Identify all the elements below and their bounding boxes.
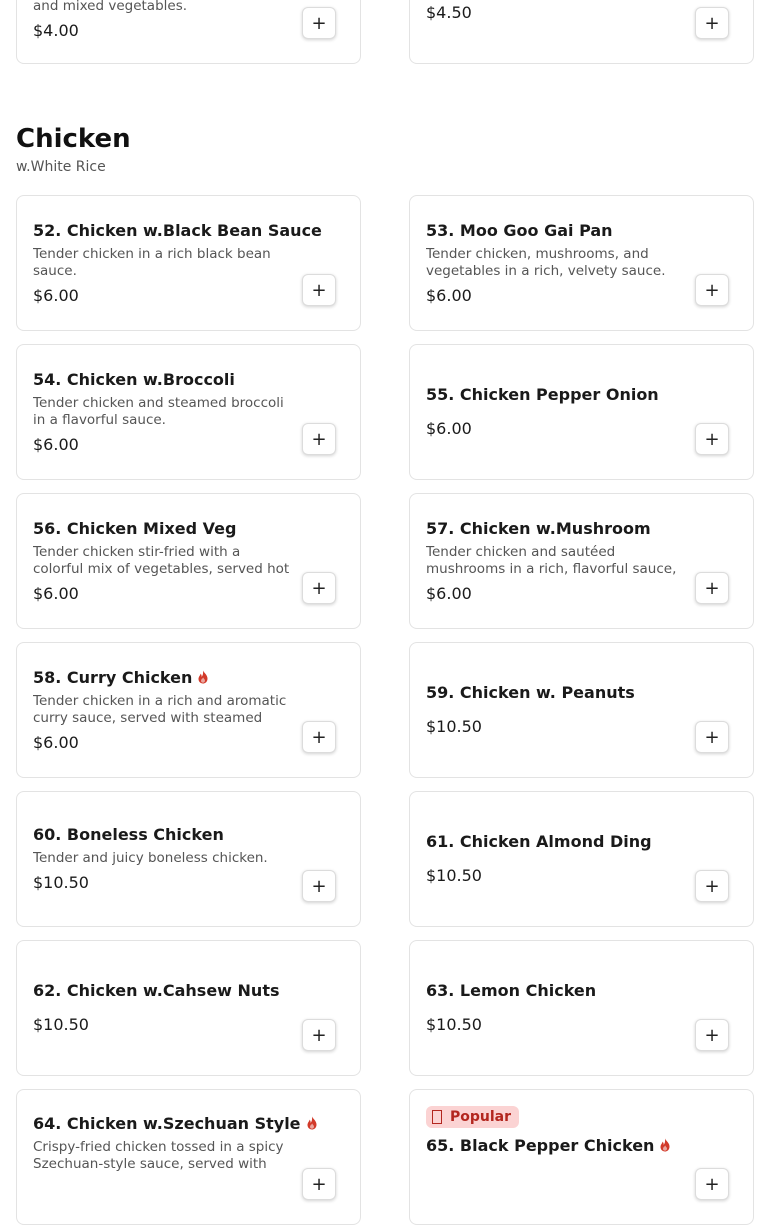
item-name <box>33 1114 301 1134</box>
item-name-text: 61. Chicken Almond Ding <box>426 832 652 851</box>
add-to-cart-button[interactable]: + <box>302 721 336 753</box>
item-name <box>33 668 290 688</box>
item-name-text: 54. Chicken w.Broccoli <box>33 369 235 389</box>
menu-item-card[interactable] <box>16 0 361 64</box>
add-to-cart-button[interactable]: + <box>302 870 336 902</box>
menu-item-card[interactable] <box>409 0 754 64</box>
item-name <box>426 683 683 703</box>
item-name-text: 62. Chicken w.Cahsew Nuts <box>33 981 280 1000</box>
spicy-flame-icon <box>197 669 209 683</box>
item-description: Tender chicken stir-fried with a colorful mix of vegetables, served hot <box>33 543 290 577</box>
item-price: $4.00 <box>33 21 79 40</box>
item-description: Tender chicken and steamed broccoli in a flavorful sauce. <box>33 394 284 428</box>
add-to-cart-button[interactable]: + <box>695 870 729 902</box>
add-to-cart-button[interactable]: + <box>695 572 729 604</box>
add-to-cart-button[interactable]: + <box>302 572 336 604</box>
item-price: $6.00 <box>33 583 79 603</box>
popular-badge <box>426 1106 519 1128</box>
add-to-cart-button[interactable]: + <box>695 423 729 455</box>
item-price: $6.00 <box>426 583 472 603</box>
add-to-cart-button[interactable]: + <box>302 7 336 39</box>
menu-item-card[interactable] <box>16 642 361 778</box>
item-name-text: 64. Chicken w.Szechuan Style <box>33 1114 301 1133</box>
section-subtitle: w.White Rice <box>16 159 106 175</box>
menu-item-card[interactable] <box>16 791 361 927</box>
item-price: $6.00 <box>426 285 472 305</box>
menu-item-card[interactable] <box>409 493 754 629</box>
menu-item-card[interactable] <box>16 493 361 629</box>
add-to-cart-button[interactable]: + <box>302 1168 336 1200</box>
item-name <box>426 832 683 852</box>
item-name-text: 56. Chicken Mixed Veg <box>33 518 237 538</box>
item-description: Tender chicken in a rich and aromatic curry sauce, served with steamed <box>33 692 287 726</box>
item-price: $6.00 <box>33 434 79 454</box>
item-name-text: 55. Chicken Pepper Onion <box>426 385 659 404</box>
add-to-cart-button[interactable]: + <box>695 721 729 753</box>
item-name <box>426 519 683 539</box>
item-name <box>426 385 683 405</box>
item-price: $4.50 <box>426 3 472 22</box>
section-title: Chicken <box>16 124 131 154</box>
item-name <box>33 370 290 390</box>
item-name <box>33 825 290 845</box>
item-description: Crispy-fried chicken tossed in a spicy Szechuan-style sauce, served with <box>33 1139 284 1172</box>
menu-item-card[interactable] <box>16 195 361 331</box>
item-price: $10.50 <box>426 866 482 885</box>
add-to-cart-button[interactable]: + <box>302 423 336 455</box>
item-price: $6.00 <box>33 732 79 752</box>
menu-item-card[interactable] <box>16 940 361 1076</box>
item-name-text: 52. Chicken w.Black Bean Sauce <box>33 220 322 240</box>
item-name <box>426 1136 683 1156</box>
menu-item-card[interactable] <box>409 344 754 480</box>
item-price: $6.00 <box>33 285 79 305</box>
badge-label: Popular <box>450 1109 512 1125</box>
item-name <box>33 220 322 241</box>
item-name-text: 53. Moo Goo Gai Pan <box>426 220 613 240</box>
menu-item-card[interactable] <box>409 642 754 778</box>
item-name-text: 59. Chicken w. Peanuts <box>426 683 635 702</box>
item-description: Tender and juicy boneless chicken. <box>33 850 268 866</box>
item-price: $10.50 <box>33 1015 89 1034</box>
item-description: and mixed vegetables. <box>33 0 188 14</box>
add-to-cart-button[interactable]: + <box>302 1019 336 1051</box>
menu-item-card[interactable] <box>16 1089 361 1225</box>
menu-item-card[interactable] <box>409 195 754 331</box>
item-description: Tender chicken, mushrooms, and vegetables in a rich, velvety sauce. <box>426 245 666 279</box>
item-name-text: 63. Lemon Chicken <box>426 981 597 1000</box>
item-price: $10.50 <box>426 1015 482 1034</box>
add-to-cart-button[interactable]: + <box>302 274 336 306</box>
item-name <box>426 221 683 241</box>
item-name <box>33 981 290 1001</box>
item-name <box>33 519 290 539</box>
item-price: $10.50 <box>33 873 89 892</box>
item-description: Tender chicken in a rich black bean sauce. <box>33 245 271 279</box>
add-to-cart-button[interactable]: + <box>695 274 729 306</box>
add-to-cart-button[interactable]: + <box>695 1019 729 1051</box>
item-name-text: 65. Black Pepper Chicken <box>426 1136 655 1155</box>
item-name-text: 60. Boneless Chicken <box>33 825 224 844</box>
item-price: $10.50 <box>426 717 482 736</box>
add-to-cart-button[interactable]: + <box>695 7 729 39</box>
menu-item-card[interactable] <box>409 940 754 1076</box>
item-name-text: 58. Curry Chicken <box>33 667 193 687</box>
item-description: Tender chicken and sautéed mushrooms in a rich, flavorful sauce, <box>426 543 677 577</box>
menu-item-card[interactable] <box>409 1089 754 1225</box>
popular-icon <box>432 1110 442 1124</box>
menu-item-card[interactable] <box>16 344 361 480</box>
item-price: $6.00 <box>426 419 472 438</box>
add-to-cart-button[interactable]: + <box>695 1168 729 1200</box>
spicy-flame-icon <box>659 1137 671 1151</box>
spicy-flame-icon <box>306 1115 318 1129</box>
item-name <box>426 981 683 1001</box>
item-name-text: 57. Chicken w.Mushroom <box>426 518 651 538</box>
menu-item-card[interactable] <box>409 791 754 927</box>
